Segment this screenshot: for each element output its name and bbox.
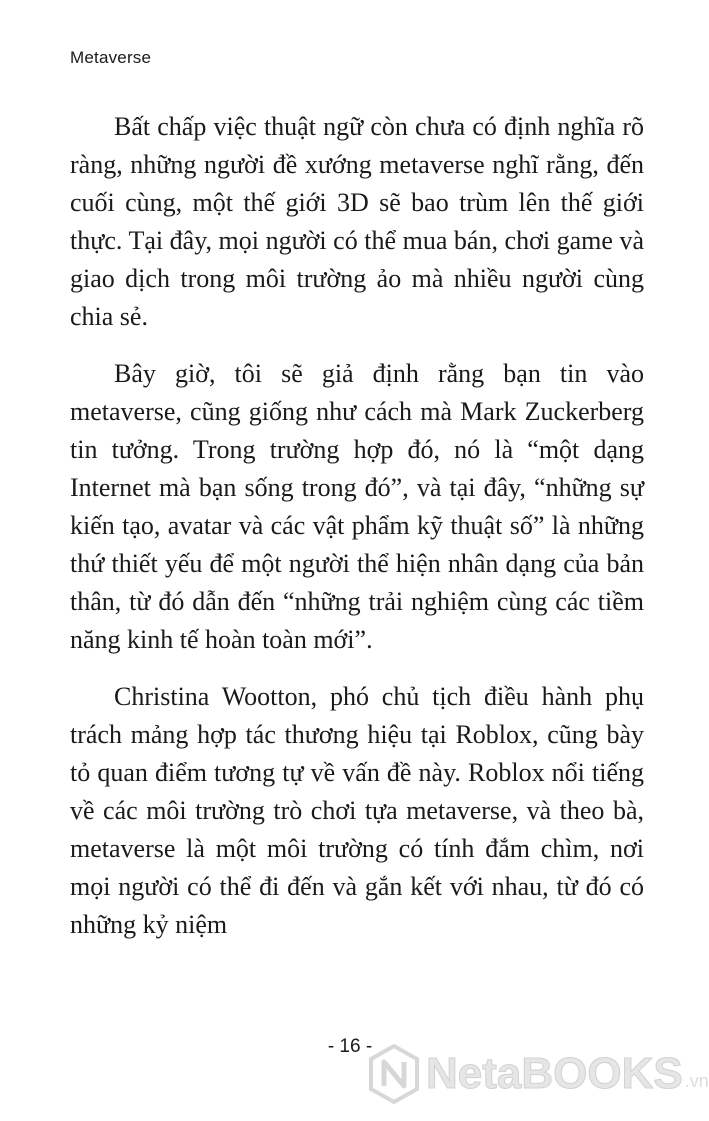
paragraph-3: Christina Wootton, phó chủ tịch điều hành phụ trách mảng hợp tác thương hiệu tại Roblox, cũng bày tỏ quan điểm tương tự về vấn đề này. Roblox nổi tiếng về các môi trường trò chơi tựa metaverse, và theo bà, metaverse là một môi trường có tính đắm chìm, nơi mọi người có thể đi đến và gắn kết với nhau, từ đó có những kỷ niệm: [70, 682, 644, 939]
watermark-brand-text: NetaBOOKS: [426, 1049, 683, 1098]
netabooks-logo-icon: [368, 1044, 420, 1104]
page-number: - 16 -: [327, 1036, 373, 1057]
running-header-title: Metaverse: [70, 48, 152, 67]
paragraph-2: Bây giờ, tôi sẽ giả định rằng bạn tin vào metaverse, cũng giống như cách mà Mark Zuckerberg tin tưởng. Trong trường hợp đó, nó là “một dạng Internet mà bạn sống trong đó”, và tại đây, “những sự kiến tạo, avatar và các vật phẩm kỹ thuật số” là những thứ thiết yếu để một người thể hiện nhân dạng của bản thân, từ đó dẫn đến “những trải nghiệm cùng các tiềm năng kinh tế hoàn toàn mới”.: [70, 359, 644, 654]
netabooks-watermark: [368, 1042, 709, 1106]
body-text: [70, 108, 644, 963]
watermark-suffix-text: .vn: [684, 1070, 709, 1091]
paragraph-1: Bất chấp việc thuật ngữ còn chưa có định nghĩa rõ ràng, những người đề xướng metaverse nghĩ rằng, đến cuối cùng, một thế giới 3D sẽ bao trùm lên thế giới thực. Tại đây, mọi người có thể mua bán, chơi game và giao dịch trong môi trường ảo mà nhiều người cùng chia sẻ.: [70, 112, 644, 331]
